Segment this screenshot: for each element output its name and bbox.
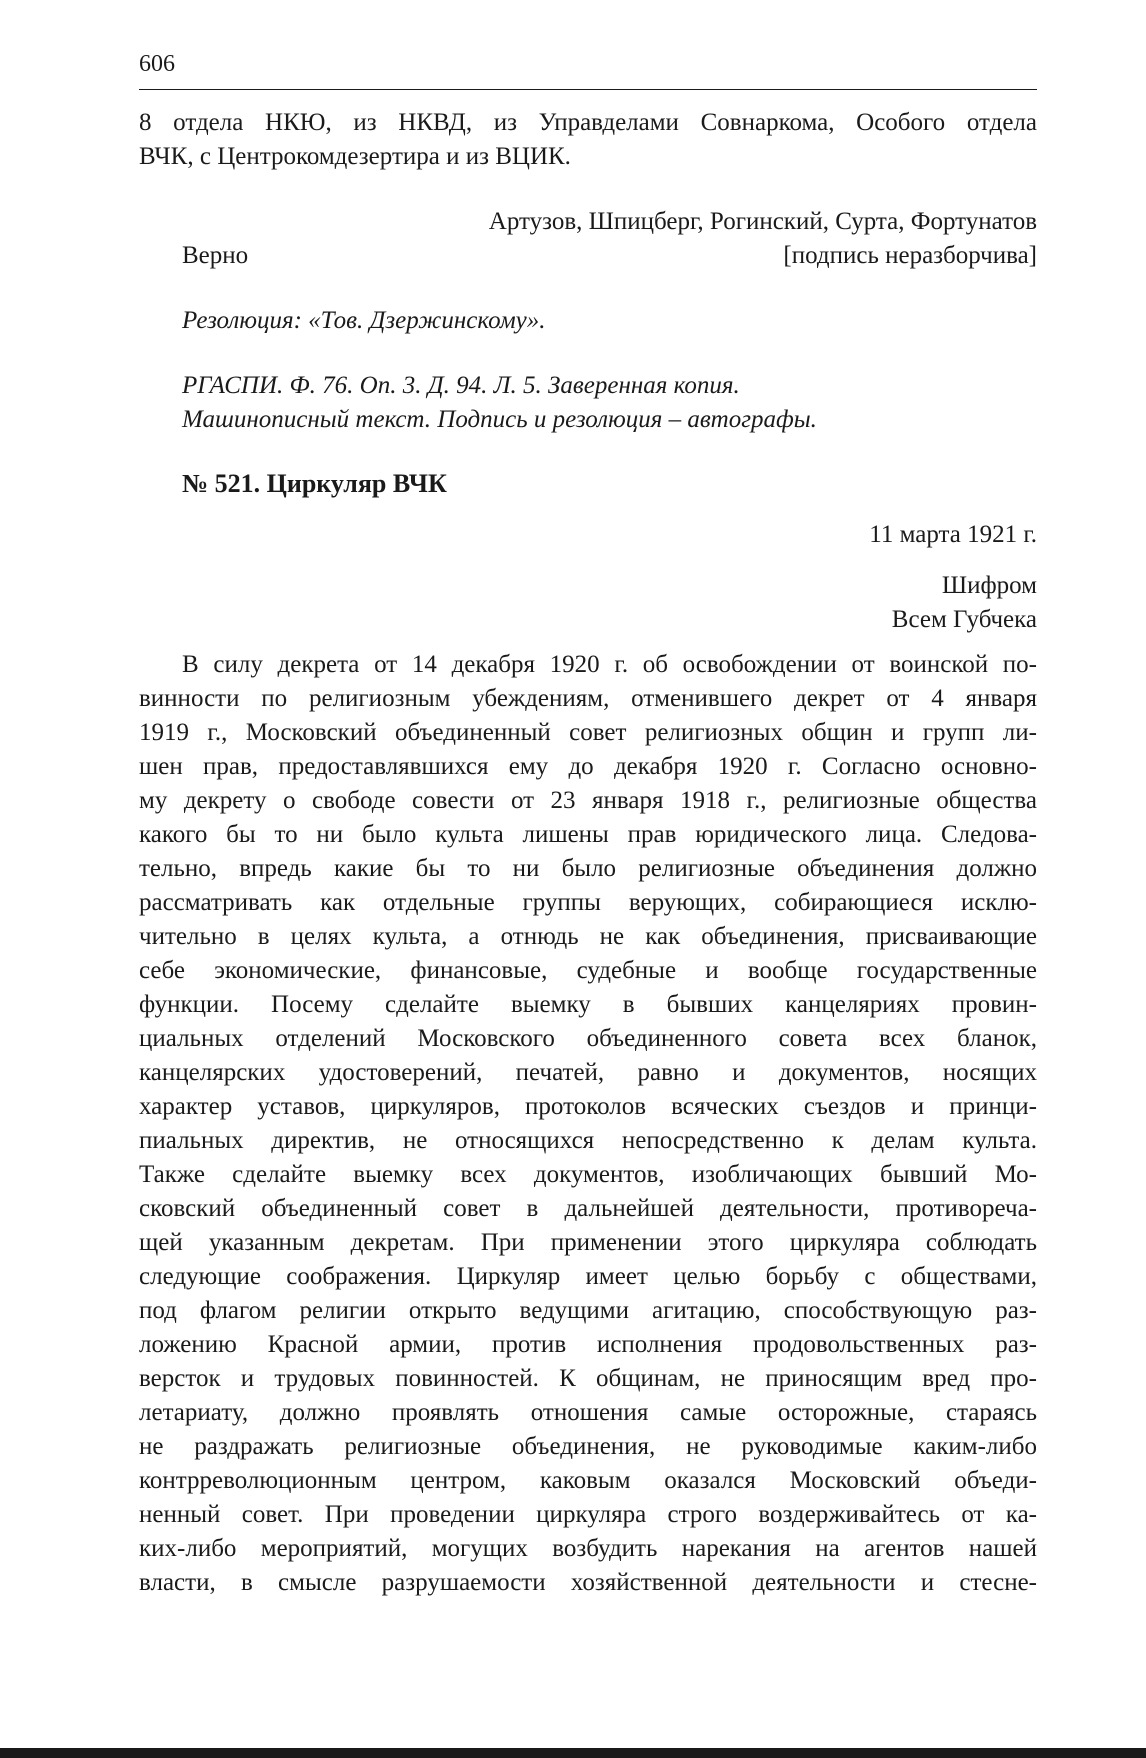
body-line: какого бы то ни было культа лишены прав юридического лица. Следова- <box>139 821 1037 848</box>
page-number: 606 <box>139 51 175 77</box>
body-line: характер уставов, циркуляров, протоколов всяческих съездов и принци- <box>139 1093 1037 1120</box>
page-content <box>139 106 1037 1600</box>
body-line: В силу декрета от 14 декабря 1920 г. об освобождении от воинской по- <box>182 651 1037 678</box>
intro-line: 8 отдела НКЮ, из НКВД, из Управделами Совнаркома, Особого отдела <box>139 109 1037 136</box>
verified-label: Верно <box>182 242 249 269</box>
archive-line: РГАСПИ. Ф. 76. Оп. 3. Д. 94. Л. 5. Заверенная копия. <box>182 372 740 399</box>
body-line: следующие соображения. Циркуляр имеет целью борьбу с обществами, <box>139 1263 1037 1290</box>
body-line: ненный совет. При проведении циркуляра строго воздерживайтесь от ка- <box>139 1501 1037 1528</box>
intro-line: ВЧК, с Центрокомдезертира и из ВЦИК. <box>139 143 571 170</box>
document-addressing <box>139 569 1037 637</box>
recipient-label: Всем Губчека <box>891 606 1037 633</box>
body-line: власти, в смысле разрушаемости хозяйственной деятельности и стесне- <box>139 1569 1037 1596</box>
document-date: 11 марта 1921 г. <box>869 521 1037 548</box>
body-line: циальных отделений Московского объединенного совета всех бланок, <box>139 1025 1037 1052</box>
body-line: контрреволюционным центром, каковым оказался Московский объеди- <box>139 1467 1037 1494</box>
body-line: шен прав, предоставлявшихся ему до декабря 1920 г. Согласно основно- <box>139 753 1037 780</box>
body-line: функции. Посему сделайте выемку в бывших канцеляриях провин- <box>139 991 1037 1018</box>
signers-block <box>139 205 1037 273</box>
body-line: Также сделайте выемку всех документов, изобличающих бывший Мо- <box>139 1161 1037 1188</box>
bottom-edge-bar <box>0 1748 1146 1758</box>
body-line: винности по религиозным убеждениям, отменившего декрет от 4 января <box>139 685 1037 712</box>
header-rule <box>139 89 1037 90</box>
signer-names: Артузов, Шпицберг, Рогинский, Сурта, Фортунатов <box>488 208 1037 235</box>
body-line: му декрету о свободе совести от 23 января 1918 г., религиозные общества <box>139 787 1037 814</box>
archive-reference <box>139 369 1037 437</box>
intro-paragraph <box>139 106 1037 174</box>
body-line: версток и трудовых повинностей. К общинам, не приносящим вред про- <box>139 1365 1037 1392</box>
body-line: 1919 г., Московский объединенный совет религиозных общин и групп ли- <box>139 719 1037 746</box>
document-title: № 521. Циркуляр ВЧК <box>182 469 447 498</box>
body-line: ких-либо мероприятий, могущих возбудить нарекания на агентов нашей <box>139 1535 1037 1562</box>
body-line: пиальных директив, не относящихся непосредственно к делам культа. <box>139 1127 1037 1154</box>
body-line: рассматривать как отдельные группы верующих, собирающиеся исклю- <box>139 889 1037 916</box>
document-body <box>139 648 1037 1600</box>
resolution-note: Резолюция: «Тов. Дзержинскому». <box>182 307 546 334</box>
body-line: под флагом религии открыто ведущими агитацию, способствующую раз- <box>139 1297 1037 1324</box>
body-line: ложению Красной армии, против исполнения продовольственных раз- <box>139 1331 1037 1358</box>
body-line: себе экономические, финансовые, судебные и вообще государственные <box>139 957 1037 984</box>
body-line: канцелярских удостоверений, печатей, равно и документов, носящих <box>139 1059 1037 1086</box>
archive-line: Машинописный текст. Подпись и резолюция – автографы. <box>182 406 817 433</box>
body-line: чительно в целях культа, а отнюдь не как объединения, присваивающие <box>139 923 1037 950</box>
body-line: тельно, впредь какие бы то ни было религиозные объединения должно <box>139 855 1037 882</box>
body-line: щей указанным декретам. При применении этого циркуляра соблюдать <box>139 1229 1037 1256</box>
body-line: сковский объединенный совет в дальнейшей деятельности, противореча- <box>139 1195 1037 1222</box>
body-line: не раздражать религиозные объединения, не руководимые каким-либо <box>139 1433 1037 1460</box>
cipher-label: Шифром <box>941 572 1037 599</box>
body-line: летариату, должно проявлять отношения самые осторожные, стараясь <box>139 1399 1037 1426</box>
verification-row <box>139 239 1037 273</box>
signature-note: [подпись неразборчива] <box>783 242 1037 269</box>
